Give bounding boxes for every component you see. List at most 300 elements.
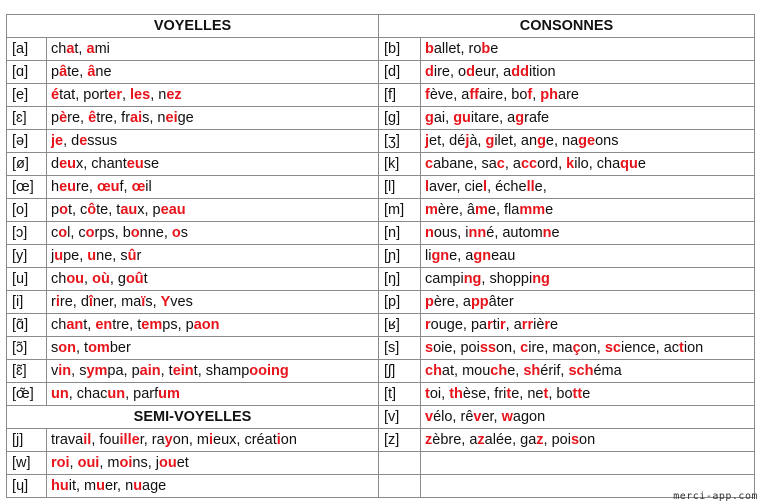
vowel-example — [47, 222, 379, 245]
table-row — [7, 15, 755, 38]
plain-letters: d — [51, 155, 60, 172]
highlighted-letters: ge — [578, 132, 596, 149]
highlighted-letters: ch — [425, 362, 442, 379]
vowel-example — [47, 84, 379, 107]
vowel-symbol: [ø] — [7, 153, 47, 176]
plain-letters: ire, o — [433, 63, 467, 80]
vowel-symbol: [œ] — [7, 176, 47, 199]
vowel-symbol: [u] — [7, 268, 47, 291]
plain-letters: e — [582, 385, 591, 402]
highlighted-letters: a — [86, 40, 95, 57]
plain-letters: e, — [534, 178, 547, 195]
highlighted-letters: u — [96, 477, 105, 494]
highlighted-letters: ph — [540, 86, 559, 103]
consonant-example — [421, 360, 755, 383]
highlighted-letters: œu — [96, 178, 120, 195]
plain-letters: ons — [595, 132, 619, 149]
plain-letters: campi — [425, 270, 464, 287]
highlighted-letters: f — [527, 86, 533, 103]
highlighted-letters: an — [66, 316, 84, 333]
plain-letters: , éche — [487, 178, 527, 195]
highlighted-letters: j — [465, 132, 470, 149]
highlighted-letters: m — [475, 201, 488, 218]
highlighted-letters: ng — [532, 270, 550, 287]
plain-letters: ion — [683, 339, 704, 356]
plain-letters: on, — [495, 339, 521, 356]
plain-letters: iè — [533, 316, 545, 333]
plain-letters: , chac — [68, 385, 108, 402]
plain-letters: r — [51, 293, 56, 310]
highlighted-letters: e — [79, 132, 88, 149]
plain-letters: trava — [51, 431, 84, 448]
table-row — [7, 314, 755, 337]
vowel-example — [47, 245, 379, 268]
plain-letters: ai, — [433, 109, 454, 126]
plain-letters: re, — [76, 178, 97, 195]
highlighted-letters: œ — [131, 178, 146, 195]
highlighted-letters: b — [481, 40, 491, 57]
table-row — [7, 153, 755, 176]
plain-letters: r, ra — [139, 431, 165, 448]
plain-letters: et, dé — [429, 132, 466, 149]
highlighted-letters: ei — [165, 109, 178, 126]
highlighted-letters: t — [506, 385, 512, 402]
highlighted-letters: f — [425, 86, 430, 103]
plain-letters: abane, sa — [433, 155, 497, 172]
plain-letters: , m — [99, 454, 120, 471]
plain-letters: tat, port — [59, 86, 109, 103]
plain-letters: agon — [512, 408, 546, 425]
plain-letters: érif, — [540, 362, 569, 379]
plain-letters: e — [545, 201, 554, 218]
plain-letters: at, mou — [441, 362, 491, 379]
phonetics-table-body — [7, 15, 755, 498]
consonant-symbol: [b] — [379, 38, 421, 61]
highlighted-letters: m — [425, 201, 438, 218]
highlighted-letters: ll — [526, 178, 535, 195]
plain-letters: oi, — [429, 385, 450, 402]
vowel-symbol: [o] — [7, 199, 47, 222]
plain-letters: e, — [507, 362, 524, 379]
highlighted-letters: ein — [172, 362, 194, 379]
consonant-symbol: [ʒ] — [379, 130, 421, 153]
plain-letters: , n — [150, 86, 167, 103]
vowel-example — [47, 268, 379, 291]
highlighted-letters: r — [500, 316, 506, 333]
empty-cell — [379, 475, 421, 498]
highlighted-letters: o — [171, 224, 181, 241]
highlighted-letters: au — [120, 201, 138, 218]
vowel-symbol: [ɔ̃] — [7, 337, 47, 360]
highlighted-letters: c — [425, 155, 434, 172]
plain-letters: t — [143, 270, 148, 287]
consonant-symbol: [ŋ] — [379, 268, 421, 291]
consonant-symbol: [ʁ] — [379, 314, 421, 337]
table-row — [7, 337, 755, 360]
table-row — [7, 291, 755, 314]
consonant-example — [421, 38, 755, 61]
plain-letters: t, shamp — [193, 362, 250, 379]
plain-letters: nne, — [139, 224, 172, 241]
plain-letters: on, — [580, 339, 605, 356]
highlighted-letters: w — [501, 408, 513, 425]
highlighted-letters: ooing — [249, 362, 289, 379]
vowel-symbol: [ɑ̃] — [7, 314, 47, 337]
vowel-symbol: [ɑ] — [7, 61, 47, 84]
table-row — [7, 199, 755, 222]
plain-letters: , a — [504, 155, 521, 172]
plain-letters: e, ne — [511, 385, 544, 402]
plain-letters: ilo, cha — [574, 155, 621, 172]
consonant-symbol: [m] — [379, 199, 421, 222]
plain-letters: tre, fr — [96, 109, 131, 126]
highlighted-letters: i — [209, 431, 214, 448]
table-row — [7, 268, 755, 291]
plain-letters: ous, i — [433, 224, 469, 241]
plain-letters: c — [51, 224, 59, 241]
highlighted-letters: s — [425, 339, 434, 356]
highlighted-letters: je — [51, 132, 64, 149]
highlighted-letters: z — [477, 431, 485, 448]
highlighted-letters: em — [141, 316, 163, 333]
highlighted-letters: aon — [193, 316, 220, 333]
highlighted-letters: pp — [470, 293, 489, 310]
section-header: VOYELLES — [7, 15, 379, 38]
highlighted-letters: in — [58, 362, 72, 379]
consonant-symbol: [d] — [379, 61, 421, 84]
plain-letters: f, — [119, 178, 132, 195]
consonant-example — [421, 429, 755, 452]
plain-letters: ne — [95, 63, 112, 80]
plain-letters: x, chant — [76, 155, 127, 172]
highlighted-letters: ou — [66, 270, 85, 287]
consonant-example — [421, 84, 755, 107]
highlighted-letters: i — [276, 431, 281, 448]
highlighted-letters: t — [679, 339, 684, 356]
table-row — [7, 107, 755, 130]
section-header: SEMI-VOYELLES — [7, 406, 379, 429]
plain-letters: se — [143, 155, 160, 172]
highlighted-letters: un — [107, 385, 126, 402]
plain-letters: pe, — [63, 247, 88, 264]
semi-vowel-example — [47, 475, 379, 498]
highlighted-letters: r — [425, 316, 431, 333]
plain-letters: e — [490, 40, 499, 57]
empty-cell — [379, 452, 421, 475]
table-row — [7, 176, 755, 199]
vowel-symbol: [œ̃] — [7, 383, 47, 406]
plain-letters: te, — [67, 63, 88, 80]
highlighted-letters: ch — [490, 362, 508, 379]
highlighted-letters: û — [127, 247, 137, 264]
plain-letters: v — [51, 362, 59, 379]
semi-vowel-symbol: [ɥ] — [7, 475, 47, 498]
highlighted-letters: oi — [119, 454, 133, 471]
plain-letters: ère, â — [437, 201, 475, 218]
consonant-symbol: [v] — [379, 406, 421, 429]
plain-letters: r — [136, 247, 142, 264]
highlighted-letters: ym — [86, 362, 108, 379]
highlighted-letters: v — [473, 408, 482, 425]
highlighted-letters: ss — [479, 339, 496, 356]
highlighted-letters: dd — [511, 63, 529, 80]
consonant-example — [421, 222, 755, 245]
highlighted-letters: k — [566, 155, 575, 172]
highlighted-letters: r — [544, 316, 551, 333]
highlighted-letters: i — [55, 293, 60, 310]
plain-letters: , g — [109, 270, 126, 287]
highlighted-letters: oui — [77, 454, 100, 471]
plain-letters: s, n — [142, 109, 166, 126]
plain-letters: li — [425, 247, 432, 264]
plain-letters: ilet, an — [494, 132, 538, 149]
consonant-symbol: [s] — [379, 337, 421, 360]
plain-letters: l, c — [67, 224, 86, 241]
plain-letters: ber — [109, 339, 131, 356]
plain-letters: re, d — [59, 293, 89, 310]
plain-letters: ève, a — [429, 86, 470, 103]
highlighted-letters: c — [496, 155, 505, 172]
plain-letters: e, na — [545, 132, 579, 149]
highlighted-letters: sh — [523, 362, 541, 379]
plain-letters: er, n — [104, 477, 134, 494]
vowel-example — [47, 38, 379, 61]
consonant-example — [421, 291, 755, 314]
plain-letters: , fou — [91, 431, 120, 448]
highlighted-letters: g — [515, 109, 525, 126]
highlighted-letters: â — [59, 63, 68, 80]
highlighted-letters: gn — [473, 247, 492, 264]
vowel-example — [47, 61, 379, 84]
consonant-example — [421, 406, 755, 429]
vowel-example — [47, 130, 379, 153]
plain-letters: à, — [469, 132, 486, 149]
highlighted-letters: é — [51, 86, 60, 103]
plain-letters: ves — [170, 293, 193, 310]
highlighted-letters: â — [87, 63, 96, 80]
semi-vowel-symbol: [j] — [7, 429, 47, 452]
consonant-example — [421, 153, 755, 176]
vowel-example — [47, 107, 379, 130]
highlighted-letters: d — [425, 63, 434, 80]
plain-letters: , parf — [125, 385, 159, 402]
highlighted-letters: en — [95, 316, 113, 333]
vowel-example — [47, 383, 379, 406]
table-row — [7, 429, 755, 452]
plain-letters: , — [121, 86, 131, 103]
highlighted-letters: les — [130, 86, 151, 103]
consonant-example — [421, 337, 755, 360]
highlighted-letters: eu — [59, 155, 76, 172]
highlighted-letters: v — [425, 408, 434, 425]
highlighted-letters: mm — [519, 201, 546, 218]
plain-letters: , — [532, 86, 541, 103]
plain-letters: , bo — [548, 385, 573, 402]
table-row — [7, 245, 755, 268]
highlighted-letters: rr — [521, 316, 534, 333]
plain-letters: aire, bo — [479, 86, 528, 103]
highlighted-letters: u — [133, 477, 143, 494]
plain-letters: èbre, a — [432, 431, 478, 448]
consonant-symbol: [ʃ] — [379, 360, 421, 383]
plain-letters: s, — [145, 293, 161, 310]
consonant-symbol: [z] — [379, 429, 421, 452]
highlighted-letters: ou — [158, 454, 177, 471]
highlighted-letters: cc — [520, 155, 538, 172]
highlighted-letters: th — [449, 385, 463, 402]
table-row — [7, 38, 755, 61]
highlighted-letters: l — [425, 178, 430, 195]
highlighted-letters: ê — [88, 109, 97, 126]
vowel-symbol: [e] — [7, 84, 47, 107]
plain-letters: eau — [491, 247, 516, 264]
plain-letters: p — [51, 109, 60, 126]
highlighted-letters: gn — [431, 247, 450, 264]
plain-letters: x, p — [137, 201, 161, 218]
vowel-example — [47, 314, 379, 337]
table-row — [7, 383, 755, 406]
table-row — [7, 406, 755, 429]
consonant-example — [421, 314, 755, 337]
highlighted-letters: o — [85, 224, 95, 241]
plain-letters: aver, cie — [429, 178, 484, 195]
plain-letters: p — [51, 63, 60, 80]
phonetics-table — [6, 14, 755, 498]
highlighted-letters: a — [66, 40, 75, 57]
consonant-symbol: [ɲ] — [379, 245, 421, 268]
highlighted-letters: g — [485, 132, 495, 149]
plain-letters: eur, a — [474, 63, 512, 80]
highlighted-letters: l — [483, 178, 488, 195]
highlighted-letters: r — [487, 316, 493, 333]
plain-letters: rps, b — [94, 224, 131, 241]
highlighted-letters: z — [425, 431, 433, 448]
consonant-example — [421, 61, 755, 84]
plain-letters: tre, t — [112, 316, 142, 333]
vowel-example — [47, 153, 379, 176]
consonant-symbol: [t] — [379, 383, 421, 406]
table-row — [7, 222, 755, 245]
plain-letters: e, a — [449, 247, 474, 264]
plain-letters: te, t — [96, 201, 121, 218]
plain-letters: t, — [83, 316, 96, 333]
highlighted-letters: où — [92, 270, 110, 287]
consonant-example — [421, 199, 755, 222]
highlighted-letters: um — [158, 385, 180, 402]
highlighted-letters: qu — [620, 155, 638, 172]
plain-letters: il — [145, 178, 152, 195]
highlighted-letters: t — [425, 385, 430, 402]
table-row — [7, 475, 755, 498]
highlighted-letters: sch — [568, 362, 594, 379]
highlighted-letters: ai — [130, 109, 143, 126]
plain-letters: j — [51, 247, 55, 264]
plain-letters: ssus — [87, 132, 118, 149]
highlighted-letters: u — [54, 247, 64, 264]
semi-vowel-example — [47, 452, 379, 475]
consonant-symbol: [p] — [379, 291, 421, 314]
plain-letters: e — [551, 224, 560, 241]
highlighted-letters: o — [130, 224, 140, 241]
highlighted-letters: s — [570, 431, 580, 448]
plain-letters: ne, s — [96, 247, 128, 264]
plain-letters: s — [180, 224, 188, 241]
highlighted-letters: ng — [463, 270, 482, 287]
highlighted-letters: roi — [51, 454, 70, 471]
plain-letters: e — [550, 316, 559, 333]
table-row — [7, 84, 755, 107]
consonant-symbol: [g] — [379, 107, 421, 130]
vowel-symbol: [ə] — [7, 130, 47, 153]
plain-letters: on — [280, 431, 297, 448]
table-row — [7, 130, 755, 153]
vowel-symbol: [ɛ̃] — [7, 360, 47, 383]
highlighted-letters: er — [108, 86, 122, 103]
plain-letters: s — [51, 339, 59, 356]
plain-letters: rafe — [524, 109, 550, 126]
empty-cell — [421, 452, 755, 475]
watermark-text: merci-app.com — [673, 491, 758, 502]
vowel-example — [47, 199, 379, 222]
highlighted-letters: p — [425, 293, 434, 310]
consonant-example — [421, 268, 755, 291]
consonant-symbol: [l] — [379, 176, 421, 199]
highlighted-letters: il — [83, 431, 92, 448]
highlighted-letters: î — [88, 293, 93, 310]
section-header: CONSONNES — [379, 15, 755, 38]
highlighted-letters: ez — [166, 86, 182, 103]
table-row — [7, 61, 755, 84]
plain-letters: , — [69, 454, 78, 471]
consonant-example — [421, 107, 755, 130]
highlighted-letters: un — [51, 385, 69, 402]
plain-letters: ps, p — [162, 316, 194, 333]
plain-letters: are — [558, 86, 579, 103]
plain-letters: eux, créat — [213, 431, 277, 448]
vowel-symbol: [i] — [7, 291, 47, 314]
plain-letters: ience, ac — [620, 339, 680, 356]
plain-letters: , a — [505, 316, 522, 333]
vowel-example — [47, 291, 379, 314]
plain-letters: mi — [94, 40, 110, 57]
plain-letters: alée, ga — [484, 431, 537, 448]
vowel-symbol: [ɔ] — [7, 222, 47, 245]
plain-letters: élo, rê — [433, 408, 474, 425]
highlighted-letters: nn — [468, 224, 487, 241]
highlighted-letters: o — [58, 224, 68, 241]
highlighted-letters: oû — [125, 270, 144, 287]
highlighted-letters: n — [425, 224, 434, 241]
highlighted-letters: ain — [139, 362, 161, 379]
consonant-example — [421, 176, 755, 199]
highlighted-letters: om — [88, 339, 110, 356]
plain-letters: ère, a — [433, 293, 471, 310]
highlighted-letters: n — [542, 224, 552, 241]
highlighted-letters: eu — [59, 178, 76, 195]
vowel-example — [47, 337, 379, 360]
consonant-example — [421, 383, 755, 406]
plain-letters: âter — [488, 293, 514, 310]
plain-letters: ns, j — [132, 454, 159, 471]
highlighted-letters: sc — [604, 339, 621, 356]
plain-letters: , shoppi — [481, 270, 533, 287]
plain-letters: , t — [75, 339, 89, 356]
plain-letters: ge — [177, 109, 194, 126]
plain-letters: ouge, pa — [430, 316, 488, 333]
highlighted-letters: d — [466, 63, 475, 80]
highlighted-letters: on — [58, 339, 76, 356]
table-row — [7, 360, 755, 383]
